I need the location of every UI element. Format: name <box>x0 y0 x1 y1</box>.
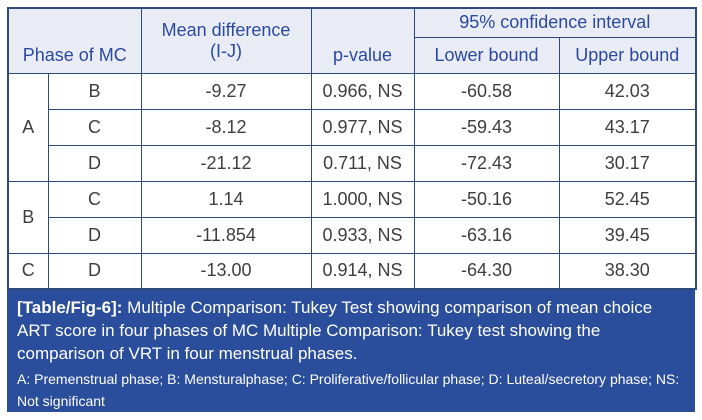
cell-p-value: 0.711, NS <box>311 145 414 181</box>
cell-mean-diff: -21.12 <box>141 145 311 181</box>
cell-p-value: 0.966, NS <box>311 73 414 109</box>
cell-lower-bound: -64.30 <box>414 253 559 289</box>
cell-p-value: 0.977, NS <box>311 109 414 145</box>
cell-mean-diff: 1.14 <box>141 181 311 217</box>
table-figure <box>7 7 695 412</box>
cell-compare-phase: D <box>48 253 141 289</box>
cell-p-value: 0.933, NS <box>311 217 414 253</box>
cell-lower-bound: -50.16 <box>414 181 559 217</box>
cell-group-phase: C <box>8 253 48 289</box>
cell-upper-bound: 52.45 <box>559 181 696 217</box>
header-mean-difference <box>141 8 311 73</box>
caption-label: [Table/Fig-6]: <box>17 298 123 317</box>
table-row <box>8 73 696 109</box>
cell-lower-bound: -72.43 <box>414 145 559 181</box>
header-p-value: p-value <box>311 8 414 73</box>
table-row <box>8 145 696 181</box>
figure-caption <box>7 290 695 412</box>
table-row <box>8 217 696 253</box>
cell-upper-bound: 43.17 <box>559 109 696 145</box>
caption-text <box>17 296 685 365</box>
cell-compare-phase: B <box>48 73 141 109</box>
header-lower-bound: Lower bound <box>414 37 559 73</box>
cell-mean-diff: -13.00 <box>141 253 311 289</box>
header-mean-difference-line2: (I-J) <box>210 40 242 61</box>
cell-mean-diff: -11.854 <box>141 217 311 253</box>
caption-body-text: Multiple Comparison: Tukey Test showing comparison of mean choice ART score in four phases of MC Multiple Comparison: Tukey test showing the comparison of VRT in four menstrual phases. <box>17 298 653 363</box>
cell-group-phase: B <box>8 181 48 253</box>
table-row <box>8 181 696 217</box>
table-body <box>8 73 696 289</box>
cell-group-phase: A <box>8 73 48 181</box>
header-row-group <box>8 8 696 37</box>
table-row <box>8 109 696 145</box>
cell-compare-phase: D <box>48 217 141 253</box>
tukey-comparison-table <box>7 7 697 290</box>
cell-mean-diff: -8.12 <box>141 109 311 145</box>
cell-lower-bound: -60.58 <box>414 73 559 109</box>
cell-compare-phase: C <box>48 181 141 217</box>
cell-mean-diff: -9.27 <box>141 73 311 109</box>
cell-compare-phase: C <box>48 109 141 145</box>
cell-lower-bound: -59.43 <box>414 109 559 145</box>
header-phase-of-mc: Phase of MC <box>8 8 141 73</box>
header-upper-bound: Upper bound <box>559 37 696 73</box>
caption-footnote: A: Premenstrual phase; B: Mensturalphase; C: Proliferative/follicular phase; D: Luteal/secretory phase; NS: Not significant <box>17 371 680 409</box>
cell-upper-bound: 38.30 <box>559 253 696 289</box>
cell-upper-bound: 39.45 <box>559 217 696 253</box>
cell-compare-phase: D <box>48 145 141 181</box>
table-header <box>8 8 696 73</box>
cell-p-value: 1.000, NS <box>311 181 414 217</box>
cell-p-value: 0.914, NS <box>311 253 414 289</box>
header-confidence-interval: 95% confidence interval <box>414 8 696 37</box>
header-mean-difference-line1: Mean difference <box>161 19 291 40</box>
cell-upper-bound: 42.03 <box>559 73 696 109</box>
table-row <box>8 253 696 289</box>
cell-upper-bound: 30.17 <box>559 145 696 181</box>
cell-lower-bound: -63.16 <box>414 217 559 253</box>
